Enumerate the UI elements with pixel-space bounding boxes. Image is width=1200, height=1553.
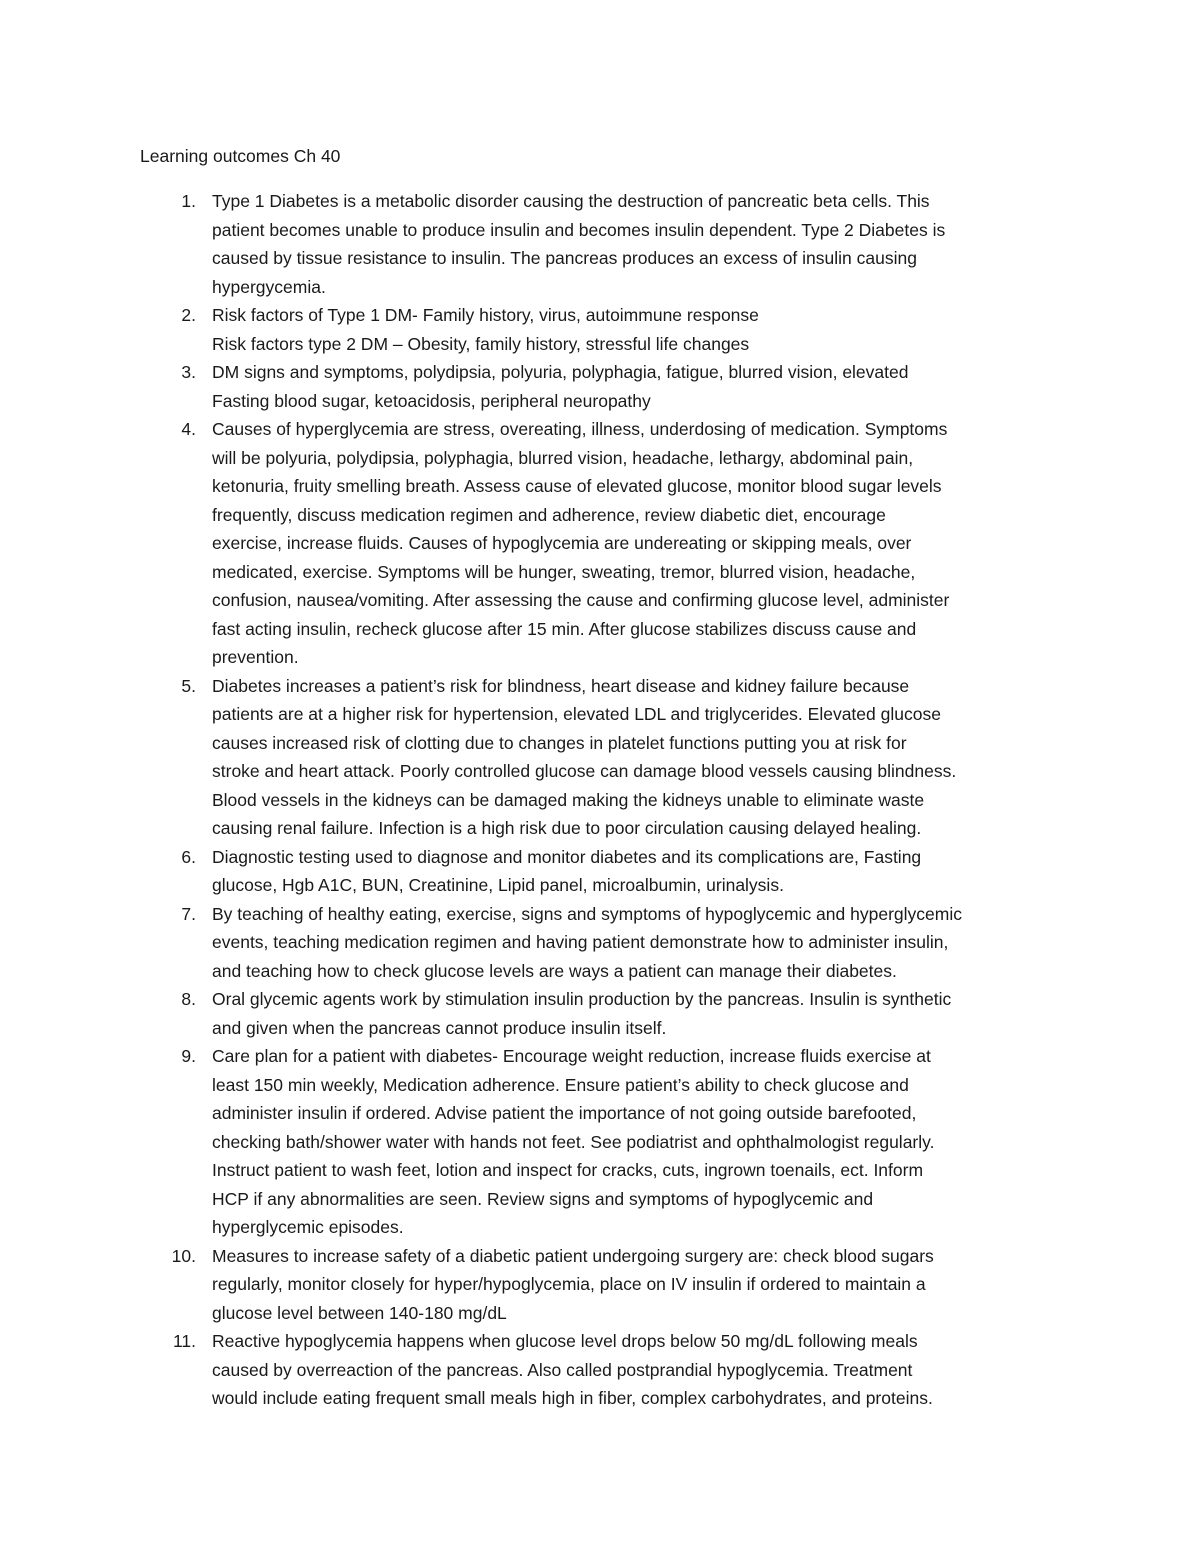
outcome-number: 9. xyxy=(181,1046,196,1066)
outcome-text-line: caused by overreaction of the pancreas. Also called postprandial hypoglycemia. Treatment xyxy=(212,1359,913,1380)
outcome-number: 4. xyxy=(181,419,196,439)
outcome-text-line: Blood vessels in the kidneys can be damaged making the kidneys unable to eliminate waste xyxy=(212,789,925,810)
outcome-number: 2. xyxy=(181,305,196,325)
outcome-text-line: would include eating frequent small meals high in fiber, complex carbohydrates, and proteins. xyxy=(212,1388,933,1408)
outcome-text-line: checking bath/shower water with hands not feet. See podiatrist and ophthalmologist regularly. xyxy=(212,1131,935,1152)
outcome-item xyxy=(140,1042,1070,1242)
outcome-number: 8. xyxy=(181,989,196,1009)
outcome-text-line: medicated, exercise. Symptoms will be hunger, sweating, tremor, blurred vision, headache, xyxy=(212,561,916,582)
outcome-text-line: patient becomes unable to produce insulin and becomes insulin dependent. Type 2 Diabetes is xyxy=(212,219,946,240)
outcome-number: 3. xyxy=(181,362,196,382)
outcome-text-line: fast acting insulin, recheck glucose after 15 min. After glucose stabilizes discuss cause and xyxy=(212,618,917,639)
outcome-number: 5. xyxy=(181,675,196,696)
outcome-number: 10. xyxy=(171,1245,196,1266)
outcome-text-line: Diagnostic testing used to diagnose and monitor diabetes and its complications are, Fasting xyxy=(212,846,922,867)
outcome-text-line: frequently, discuss medication regimen and adherence, review diabetic diet, encourage xyxy=(212,504,886,525)
outcome-text-line: regularly, monitor closely for hyper/hypoglycemia, place on IV insulin if ordered to maintain a xyxy=(212,1274,926,1294)
outcome-text-line: stroke and heart attack. Poorly controlled glucose can damage blood vessels causing blindness. xyxy=(212,761,957,781)
outcome-item xyxy=(140,985,1070,1042)
outcome-text-line: Fasting blood sugar, ketoacidosis, peripheral neuropathy xyxy=(212,390,651,411)
outcome-number: 6. xyxy=(181,846,196,867)
outcome-item xyxy=(140,415,1070,672)
learning-outcomes-list xyxy=(140,187,1070,1413)
outcome-text-line: least 150 min weekly, Medication adherence. Ensure patient’s ability to check glucose and xyxy=(212,1074,909,1095)
outcome-text-line: confusion, nausea/vomiting. After assessing the cause and confirming glucose level, administer xyxy=(212,590,950,610)
outcome-text-line: HCP if any abnormalities are seen. Review signs and symptoms of hypoglycemic and xyxy=(212,1188,874,1209)
outcome-text-line: causing renal failure. Infection is a high risk due to poor circulation causing delayed healing. xyxy=(212,818,922,838)
outcome-text-line: By teaching of healthy eating, exercise, signs and symptoms of hypoglycemic and hyperglycemic xyxy=(212,903,962,924)
document-title: Learning outcomes Ch 40 xyxy=(140,146,341,166)
outcome-text-line: Risk factors of Type 1 DM- Family history, virus, autoimmune response xyxy=(212,305,759,325)
outcome-text-line: Measures to increase safety of a diabetic patient undergoing surgery are: check blood sugars xyxy=(212,1245,934,1266)
outcome-text-line: administer insulin if ordered. Advise patient the importance of not going outside barefooted, xyxy=(212,1103,917,1123)
outcome-item xyxy=(140,187,1070,301)
outcome-text-line: patients are at a higher risk for hypertension, elevated LDL and triglycerides. Elevated glucose xyxy=(212,704,941,724)
outcome-item xyxy=(140,1242,1070,1328)
outcome-text-line: prevention. xyxy=(212,647,299,667)
outcome-number: 7. xyxy=(181,903,196,924)
outcome-item xyxy=(140,358,1070,415)
outcome-item xyxy=(140,843,1070,900)
outcome-text-line: Risk factors type 2 DM – Obesity, family history, stressful life changes xyxy=(212,333,750,354)
outcome-number: 1. xyxy=(181,191,196,211)
outcome-text-line: Oral glycemic agents work by stimulation insulin production by the pancreas. Insulin is synthetic xyxy=(212,989,952,1009)
outcome-item xyxy=(140,301,1070,358)
outcome-text-line: hypergycemia. xyxy=(212,276,326,297)
outcome-text-line: will be polyuria, polydipsia, polyphagia, blurred vision, headache, lethargy, abdominal pain, xyxy=(212,447,914,468)
outcome-number: 11. xyxy=(172,1331,196,1351)
outcome-item xyxy=(140,1327,1070,1413)
outcome-item xyxy=(140,900,1070,986)
outcome-text-line: ketonuria, fruity smelling breath. Assess cause of elevated glucose, monitor blood sugar levels xyxy=(212,476,942,496)
outcome-item xyxy=(140,672,1070,843)
outcome-text-line: glucose, Hgb A1C, BUN, Creatinine, Lipid panel, microalbumin, urinalysis. xyxy=(212,875,784,895)
outcome-text-line: Instruct patient to wash feet, lotion and inspect for cracks, cuts, ingrown toenails, ect. Inform xyxy=(212,1160,924,1180)
outcome-text-line: Care plan for a patient with diabetes- Encourage weight reduction, increase fluids exercise at xyxy=(212,1046,931,1066)
outcome-text-line: DM signs and symptoms, polydipsia, polyuria, polyphagia, fatigue, blurred vision, elevated xyxy=(212,362,909,382)
outcome-text-line: events, teaching medication regimen and having patient demonstrate how to administer insulin, xyxy=(212,932,949,952)
outcome-text-line: glucose level between 140-180 mg/dL xyxy=(212,1302,507,1323)
outcome-text-line: hyperglycemic episodes. xyxy=(212,1217,404,1237)
outcome-text-line: causes increased risk of clotting due to changes in platelet functions putting you at risk for xyxy=(212,732,907,753)
outcome-text-line: and given when the pancreas cannot produce insulin itself. xyxy=(212,1017,667,1038)
outcome-text-line: Causes of hyperglycemia are stress, overeating, illness, underdosing of medication. Symptoms xyxy=(212,419,948,439)
outcome-text-line: Reactive hypoglycemia happens when glucose level drops below 50 mg/dL following meals xyxy=(212,1331,918,1351)
outcome-text-line: caused by tissue resistance to insulin. The pancreas produces an excess of insulin causing xyxy=(212,248,917,268)
outcome-text-line: Type 1 Diabetes is a metabolic disorder causing the destruction of pancreatic beta cells. This xyxy=(212,191,930,211)
outcome-text-line: and teaching how to check glucose levels are ways a patient can manage their diabetes. xyxy=(212,960,897,981)
outcome-text-line: exercise, increase fluids. Causes of hypoglycemia are undereating or skipping meals, over xyxy=(212,533,912,553)
outcome-text-line: Diabetes increases a patient’s risk for blindness, heart disease and kidney failure because xyxy=(212,675,910,696)
